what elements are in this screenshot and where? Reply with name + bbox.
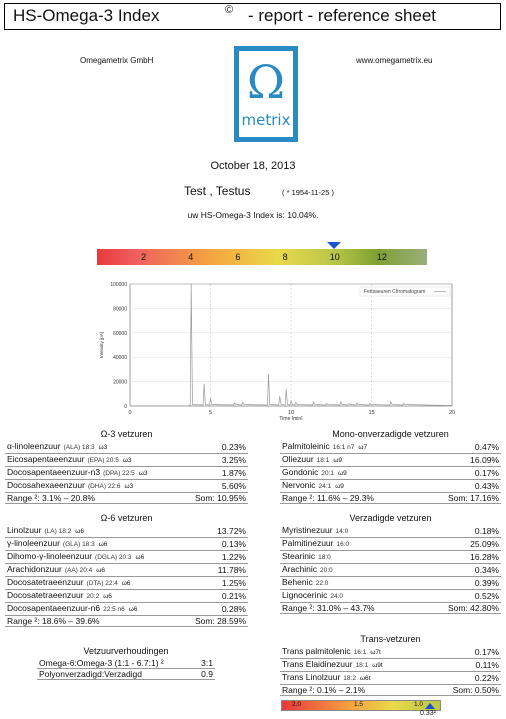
omega-class: ω6	[121, 580, 131, 587]
sum-text: Som: 0.50%	[429, 685, 501, 696]
fatty-acid-cell	[280, 525, 421, 538]
peak-point	[390, 401, 391, 402]
peak-point	[341, 401, 342, 402]
trans-panel	[280, 634, 501, 696]
fatty-acid-code: (DTA) 22:4	[86, 580, 118, 587]
fatty-acid-name: Eicosapentaeenzuur	[7, 454, 85, 464]
omega-class: ω6	[128, 606, 138, 613]
value-cell: 0.52%	[421, 590, 501, 603]
fatty-acid-name: Docosapentaeenzuur-n3	[7, 467, 101, 477]
saturated-panel	[280, 513, 501, 614]
value-cell: 16.28%	[421, 551, 501, 564]
fatty-acid-code: 18:0	[318, 554, 331, 561]
table-row	[280, 538, 501, 551]
table-row	[5, 441, 248, 454]
range-text: Range ²: 0.1% – 2.1%	[280, 685, 429, 696]
peak-point	[286, 389, 287, 390]
omega3-index-scale	[97, 249, 427, 265]
omega-class: ω9	[333, 457, 343, 464]
ratios-title: Vetzuurverhoudingen	[83, 646, 169, 656]
legend-label: Fettsaeuren Chromatogram	[364, 289, 426, 295]
trans-scale-tick: 1.5	[354, 701, 364, 708]
peak-point	[210, 398, 211, 399]
table-row	[5, 577, 248, 590]
scale-tick-label: 4	[188, 252, 194, 262]
omega-class: ω3	[138, 470, 148, 477]
fatty-acid-cell	[280, 659, 429, 672]
fatty-acid-code: (DPA) 22:5	[103, 470, 135, 477]
table-row	[280, 454, 501, 467]
fatty-acid-cell	[5, 454, 181, 467]
scale-tick-label: 2	[141, 252, 147, 262]
value-cell: 0.43%	[420, 480, 501, 493]
scale-tick-label: 6	[235, 252, 241, 262]
report-date: October 18, 2013	[210, 160, 296, 172]
fatty-acid-cell	[5, 525, 180, 538]
table-row	[5, 538, 248, 551]
fatty-acid-cell	[280, 454, 420, 467]
fatty-acid-code: (ALA) 18:3	[63, 444, 95, 451]
ratios-panel	[37, 646, 215, 680]
fatty-acid-cell	[5, 480, 181, 493]
sum-text: Som: 10.95%	[181, 493, 248, 504]
patient-name: Test , Testus	[184, 184, 251, 198]
fatty-acid-cell	[37, 669, 196, 680]
peak-point	[204, 384, 205, 385]
table-row	[37, 658, 215, 669]
value-cell: 0.47%	[420, 441, 501, 454]
peak-point	[326, 403, 327, 404]
fatty-acid-code: (EPA) 20:5	[87, 457, 119, 464]
value-cell: 11.78%	[180, 564, 248, 577]
report-subtitle: - report - reference sheet	[248, 6, 437, 25]
fatty-acid-name: Docosatetraeenzuur	[7, 577, 84, 587]
fatty-acid-code: 20:0	[319, 567, 333, 574]
mono-table	[280, 441, 501, 504]
y-tick-label: 100000	[110, 282, 127, 288]
omega-class: ω6	[75, 528, 84, 535]
fatty-acid-code: 24:0	[330, 593, 344, 600]
y-tick-label: 20000	[113, 379, 127, 386]
range-text: Range ²: 31.0% – 43.7%	[280, 603, 421, 614]
fatty-acid-name: Behenic	[282, 577, 313, 587]
value-cell: 0.28%	[180, 603, 248, 616]
fatty-acid-code: (LA) 18:2	[44, 528, 72, 535]
omega-class: ω6	[96, 567, 105, 574]
fatty-acid-cell	[280, 551, 421, 564]
peak-point	[349, 403, 350, 404]
omega3-table	[5, 441, 248, 504]
fatty-acid-cell	[280, 646, 429, 659]
fatty-acid-cell	[5, 441, 181, 454]
range-row	[280, 493, 501, 504]
value-cell: 3:1	[196, 658, 216, 669]
fatty-acid-cell	[5, 538, 180, 551]
fatty-acid-name: Stearinic	[282, 551, 316, 561]
y-tick-label: 40000	[113, 355, 127, 362]
fatty-acid-cell	[5, 603, 180, 616]
table-row	[280, 646, 501, 659]
fatty-acid-cell	[280, 590, 421, 603]
fatty-acid-code: 20:1	[321, 470, 335, 477]
range-row	[280, 603, 501, 614]
trans-title: Trans-vetzuren	[360, 634, 421, 644]
omega6-table	[5, 525, 248, 627]
table-row	[5, 525, 248, 538]
fatty-acid-code: 16:1 n7	[332, 444, 355, 451]
omega-class: ω6	[135, 554, 145, 561]
fatty-acid-cell	[5, 590, 180, 603]
omega-class: ω9	[338, 470, 347, 477]
fatty-acid-code: 18:1	[316, 457, 330, 464]
omega-class: ω3	[122, 457, 132, 464]
fatty-acid-name: Omega-6:Omega-3 (1:1 - 6.7:1) ²	[39, 658, 164, 668]
fatty-acid-name: Myristinezuur	[282, 525, 333, 535]
table-row	[280, 672, 501, 685]
table-row	[5, 564, 248, 577]
value-cell: 0.39%	[421, 577, 501, 590]
copyright-symbol: ©	[225, 4, 234, 16]
value-cell: 5.60%	[181, 480, 248, 493]
peak-point	[357, 403, 358, 404]
value-cell: 0.18%	[421, 525, 501, 538]
omega-class: ω3	[124, 483, 134, 490]
value-cell: 3.25%	[181, 454, 248, 467]
trans-scale-tick: 2.0	[292, 701, 302, 708]
x-axis-label: Time [min]	[279, 416, 303, 420]
table-row	[280, 659, 501, 672]
fatty-acid-code: 16:1	[353, 649, 367, 656]
fatty-acid-name: Lignocerinic	[282, 590, 328, 600]
table-row	[280, 525, 501, 538]
value-cell: 0.17%	[420, 467, 501, 480]
table-row	[280, 480, 501, 493]
fatty-acid-code: 18:2	[343, 675, 356, 682]
fatty-acid-name: Polyonverzadigd:Verzadigd	[39, 669, 143, 679]
chromatogram-chart	[95, 280, 457, 420]
peak-point	[313, 402, 314, 403]
fatty-acid-name: α-linoleenzuur	[7, 441, 61, 451]
fatty-acid-name: Palmitinezuur	[282, 538, 334, 548]
range-text: Range ²: 3.1% – 20.8%	[5, 493, 181, 504]
fatty-acid-name: Trans palmitolenic	[282, 646, 351, 656]
table-row	[37, 669, 215, 680]
value-cell: 0.13%	[180, 538, 248, 551]
value-cell: 1.25%	[180, 577, 248, 590]
value-cell: 0.21%	[180, 590, 248, 603]
table-row	[5, 467, 248, 480]
trans-scale-tick: 1.0	[414, 701, 424, 708]
table-row	[5, 551, 248, 564]
website: www.omegametrix.eu	[356, 56, 433, 65]
fatty-acid-cell	[280, 672, 429, 685]
fatty-acid-name: Docosatetraeenzuur	[7, 590, 84, 600]
fatty-acid-name: Nervonic	[282, 480, 316, 490]
fatty-acid-name: Docosahexaeenzuur	[7, 480, 85, 490]
omega-class: ω3	[98, 444, 108, 451]
value-cell: 13.72%	[180, 525, 248, 538]
value-cell: 1.22%	[180, 551, 248, 564]
company-name: Omegametrix GmbH	[80, 56, 154, 65]
value-cell: 0.22%	[429, 672, 501, 685]
mono-panel	[280, 429, 501, 504]
fatty-acid-code: 14:0	[335, 528, 349, 535]
table-row	[280, 564, 501, 577]
value-cell: 25.09%	[421, 538, 501, 551]
fatty-acid-cell	[5, 551, 180, 564]
fatty-acid-cell	[5, 577, 180, 590]
table-row	[280, 551, 501, 564]
saturated-title: Verzadigde vetzuren	[349, 513, 432, 523]
ratios-table	[37, 658, 215, 680]
fatty-acid-name: Trans Linolzuur	[282, 672, 341, 682]
table-row	[5, 480, 248, 493]
fatty-acid-cell	[280, 564, 421, 577]
y-tick-label: 80000	[113, 306, 127, 313]
table-row	[280, 441, 501, 454]
fatty-acid-code: (DGLA) 20:3	[95, 554, 132, 561]
fatty-acid-cell	[280, 467, 420, 480]
fatty-acid-code: 16:0	[336, 541, 350, 548]
omega-class: ω6	[103, 593, 112, 600]
omega6-title: Ω-6 vetzuren	[100, 513, 153, 523]
peak-point	[403, 403, 404, 404]
sum-text: Som: 42.80%	[421, 603, 501, 614]
peak-point	[234, 403, 235, 404]
value-cell: 0.23%	[181, 441, 248, 454]
trans-scale	[281, 700, 441, 711]
peak-point	[295, 402, 296, 403]
fatty-acid-name: Linolzuur	[7, 525, 42, 535]
value-cell: 0.9	[196, 669, 216, 680]
trans-table	[280, 646, 501, 696]
x-tick-label: 20	[448, 410, 456, 416]
fatty-acid-code: 20:2	[86, 593, 100, 600]
fatty-acid-code: 22:5 n6	[103, 606, 125, 613]
table-row	[5, 454, 248, 467]
omegametrix-logo	[234, 46, 298, 142]
fatty-acid-cell	[37, 658, 196, 669]
fatty-acid-code: 24:1	[318, 483, 332, 490]
mono-title: Mono-onverzadigde vetzuren	[332, 429, 449, 439]
fatty-acid-name: Oliezuur	[282, 454, 314, 464]
table-row	[280, 467, 501, 480]
peak-point	[369, 403, 370, 404]
fatty-acid-cell	[5, 467, 181, 480]
y-tick-label: 60000	[113, 330, 127, 337]
fatty-acid-name: Docosapentaeenzuur-n6	[7, 603, 101, 613]
sum-text: Som: 17.16%	[420, 493, 501, 504]
report-title: HS-Omega-3 Index	[13, 6, 160, 25]
omega3-title: Ω-3 vetzuren	[100, 429, 153, 439]
fatty-acid-cell	[280, 480, 420, 493]
y-axis-label: Intensity [pA]	[99, 331, 104, 359]
scale-tick-label: 8	[282, 252, 288, 262]
omega6-panel	[5, 513, 248, 627]
table-row	[280, 590, 501, 603]
trans-marker-icon	[425, 703, 435, 709]
fatty-acid-code: (DHA) 22:6	[87, 483, 121, 490]
fatty-acid-code: 18:1	[355, 662, 369, 669]
range-text: Range ²: 11.6% – 29.3%	[280, 493, 420, 504]
omega-class: ω9	[335, 483, 344, 490]
fatty-acid-name: Trans Elaidinezuur	[282, 659, 353, 669]
fatty-acid-cell	[280, 538, 421, 551]
fatty-acid-name: Dihomo-γ-linoleenzuur	[7, 551, 93, 561]
omega-class: ω9t	[372, 662, 383, 669]
report-header	[4, 3, 501, 30]
peak-point	[279, 396, 280, 397]
y-tick-label: 0	[124, 404, 127, 410]
sum-text: Som: 28.59%	[180, 616, 248, 627]
fatty-acid-cell	[280, 441, 420, 454]
fatty-acid-cell	[280, 577, 421, 590]
peak-point	[242, 402, 243, 403]
value-cell: 1.87%	[181, 467, 248, 480]
range-text: Range ²: 18.6% – 39.6%	[5, 616, 180, 627]
fatty-acid-code: (AA) 20:4	[64, 567, 93, 574]
x-tick-label: 15	[368, 410, 375, 416]
peak-point	[268, 374, 269, 375]
table-row	[5, 590, 248, 603]
scale-tick-label: 10	[329, 252, 340, 262]
omega-class: ω7	[358, 444, 368, 451]
fatty-acid-name: Palmitoleinic	[282, 441, 330, 451]
value-cell: 0.17%	[429, 646, 501, 659]
omega-class: ω6t	[359, 675, 371, 682]
range-row	[280, 685, 501, 696]
peak-point	[291, 401, 292, 402]
x-tick-label: 5	[208, 410, 213, 416]
scale-tick-label: 12	[376, 252, 387, 262]
fatty-acid-name: Gondonic	[282, 467, 319, 477]
value-cell: 0.11%	[429, 659, 501, 672]
peak-point	[191, 284, 192, 285]
value-cell: 16.09%	[420, 454, 501, 467]
value-cell: 0.34%	[421, 564, 501, 577]
range-row	[5, 493, 248, 504]
fatty-acid-name: γ-linoleenzuur	[7, 538, 60, 548]
fatty-acid-name: Arachidonzuur	[7, 564, 62, 574]
index-result: uw HS-Omega-3 Index is: 10.04%.	[187, 210, 319, 220]
fatty-acid-cell	[5, 564, 180, 577]
patient-dob: ( * 1954-11-25 )	[282, 188, 334, 197]
table-row	[280, 577, 501, 590]
omega3-panel	[5, 429, 248, 504]
omega-logo-symbol: Ω	[246, 55, 286, 109]
fatty-acid-name: Arachinic	[282, 564, 317, 574]
table-row	[5, 603, 248, 616]
omega-class: ω6	[98, 541, 108, 548]
logo-text: metrix	[241, 111, 291, 129]
x-tick-label: 0	[128, 410, 132, 416]
x-tick-label: 10	[287, 410, 295, 416]
range-row	[5, 616, 248, 627]
fatty-acid-code: (GLA) 18:3	[62, 541, 95, 548]
saturated-table	[280, 525, 501, 614]
trans-marker-value: 0.33²	[420, 710, 436, 717]
omega-class: ω7t	[370, 649, 381, 656]
fatty-acid-code: 22:0	[315, 580, 329, 587]
